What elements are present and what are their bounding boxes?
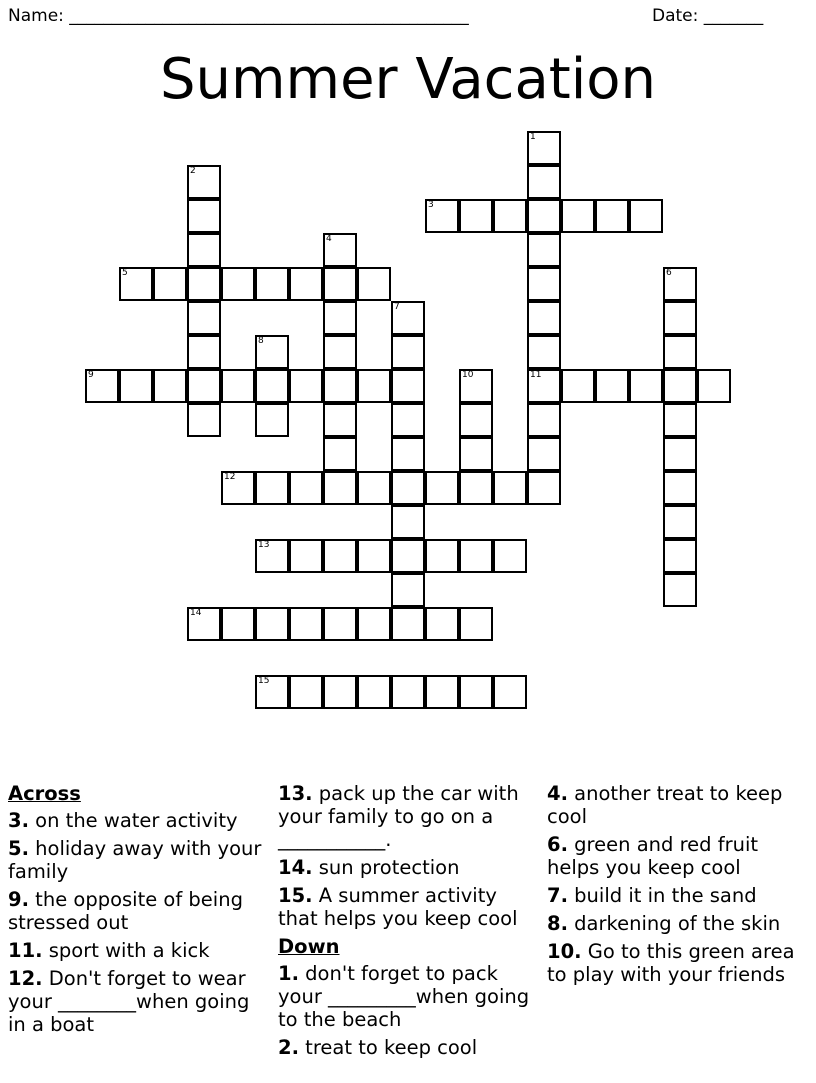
grid-cell[interactable] [425, 675, 459, 709]
grid-cell[interactable] [663, 471, 697, 505]
clue-number: 1. [278, 962, 299, 985]
grid-cell[interactable] [391, 437, 425, 471]
grid-cell[interactable] [391, 675, 425, 709]
clue-text: Go to this green area to play with your friends [547, 940, 795, 986]
grid-cell[interactable] [187, 199, 221, 233]
clue-across-3 [8, 809, 270, 832]
clue-number: 3. [8, 809, 29, 832]
clue-text: A summer activity that helps you keep cool [278, 884, 518, 930]
grid-cell[interactable] [561, 369, 595, 403]
clue-down-10 [547, 940, 809, 986]
cell-number: 10 [462, 370, 474, 380]
grid-cell[interactable] [663, 403, 697, 437]
clues-column-2 [278, 782, 540, 1064]
clue-across-14 [278, 856, 540, 879]
clue-text: another treat to keep cool [547, 782, 783, 828]
clue-across-11 [8, 939, 270, 962]
grid-cell[interactable] [459, 437, 493, 471]
grid-cell[interactable] [357, 607, 391, 641]
grid-cell[interactable] [357, 267, 391, 301]
clue-number: 14. [278, 856, 313, 879]
clue-across-15 [278, 884, 540, 930]
clue-down-7 [547, 884, 809, 907]
clue-across-12 [8, 967, 270, 1036]
grid-cell[interactable] [425, 607, 459, 641]
grid-cell[interactable] [425, 471, 459, 505]
clue-number: 6. [547, 833, 568, 856]
cell-number: 1 [530, 132, 536, 142]
grid-cell[interactable] [527, 233, 561, 267]
grid-cell[interactable] [527, 165, 561, 199]
grid-cell[interactable] [391, 471, 425, 505]
clue-text: on the water activity [28, 809, 238, 832]
clue-number: 9. [8, 888, 29, 911]
grid-cell[interactable] [459, 607, 493, 641]
grid-cell[interactable] [187, 335, 221, 369]
clue-across-9 [8, 888, 270, 934]
grid-cell[interactable] [561, 199, 595, 233]
clue-number: 5. [8, 837, 29, 860]
clues-column-3 [547, 782, 809, 991]
grid-cell[interactable] [153, 369, 187, 403]
grid-cell[interactable] [527, 437, 561, 471]
clue-across-5 [8, 837, 270, 883]
date-line[interactable]: Date: _______ [652, 6, 764, 26]
grid-cell[interactable] [289, 267, 323, 301]
grid-cell[interactable] [323, 403, 357, 437]
grid-cell[interactable] [289, 471, 323, 505]
puzzle-title: Summer Vacation [159, 47, 657, 112]
grid-cell[interactable] [459, 199, 493, 233]
grid-cell[interactable] [289, 607, 323, 641]
grid-cell[interactable] [323, 675, 357, 709]
grid-cell[interactable] [595, 199, 629, 233]
grid-cell[interactable] [323, 437, 357, 471]
grid-cell[interactable] [459, 539, 493, 573]
grid-cell[interactable] [187, 233, 221, 267]
grid-cell[interactable] [323, 301, 357, 335]
clue-text: sport with a kick [42, 939, 210, 962]
down-heading: Down [278, 935, 340, 958]
cell-number: 9 [88, 370, 94, 380]
clue-number: 8. [547, 912, 568, 935]
clue-number: 15. [278, 884, 313, 907]
grid-cell[interactable] [119, 369, 153, 403]
grid-cell[interactable] [527, 335, 561, 369]
clue-text: darkening of the skin [567, 912, 781, 935]
grid-cell[interactable] [323, 539, 357, 573]
grid-cell[interactable] [629, 369, 663, 403]
grid-cell[interactable] [391, 369, 425, 403]
grid-cell[interactable] [493, 471, 527, 505]
name-line[interactable]: Name: _______________________________________________ [8, 6, 469, 26]
grid-cell[interactable] [289, 539, 323, 573]
grid-cell[interactable] [289, 369, 323, 403]
grid-cell[interactable] [289, 675, 323, 709]
grid-cell[interactable] [459, 403, 493, 437]
grid-cell[interactable] [323, 607, 357, 641]
clue-down-6 [547, 833, 809, 879]
grid-cell[interactable] [493, 199, 527, 233]
clue-text: sun protection [312, 856, 460, 879]
grid-cell[interactable] [663, 573, 697, 607]
clue-down-2 [278, 1036, 540, 1059]
grid-cell[interactable] [663, 369, 697, 403]
grid-cell[interactable] [187, 403, 221, 437]
grid-cell[interactable] [357, 369, 391, 403]
grid-cell[interactable] [663, 335, 697, 369]
clue-number: 4. [547, 782, 568, 805]
clue-number: 10. [547, 940, 582, 963]
clue-down-4 [547, 782, 809, 828]
grid-cell[interactable] [255, 403, 289, 437]
across-heading: Across [8, 782, 81, 805]
grid-cell[interactable] [221, 607, 255, 641]
clue-text: the opposite of being stressed out [8, 888, 243, 934]
grid-cell[interactable] [391, 335, 425, 369]
cell-number: 3 [428, 200, 434, 210]
grid-cell[interactable] [187, 301, 221, 335]
grid-cell[interactable] [493, 539, 527, 573]
grid-cell[interactable] [255, 369, 289, 403]
clue-down-1 [278, 962, 540, 1031]
cell-number: 15 [258, 676, 270, 686]
cell-number: 13 [258, 540, 270, 550]
grid-cell[interactable] [391, 403, 425, 437]
clue-down-8 [547, 912, 809, 935]
grid-cell[interactable] [391, 573, 425, 607]
grid-cell[interactable] [323, 369, 357, 403]
cell-number: 7 [394, 302, 400, 312]
cell-number: 8 [258, 336, 264, 346]
cell-number: 14 [190, 608, 202, 618]
clue-text: pack up the car with your family to go on a ___________. [278, 782, 519, 851]
grid-cell[interactable] [391, 505, 425, 539]
cell-number: 11 [530, 370, 542, 380]
grid-cell[interactable] [527, 301, 561, 335]
grid-cell[interactable] [527, 199, 561, 233]
cell-number: 5 [122, 268, 128, 278]
grid-cell[interactable] [153, 267, 187, 301]
clue-text: build it in the sand [567, 884, 757, 907]
cell-number: 6 [666, 268, 672, 278]
clue-number: 13. [278, 782, 313, 805]
grid-cell[interactable] [595, 369, 629, 403]
clue-number: 11. [8, 939, 43, 962]
grid-cell[interactable] [221, 369, 255, 403]
grid-cell[interactable] [357, 471, 391, 505]
grid-cell[interactable] [493, 675, 527, 709]
grid-cell[interactable] [527, 471, 561, 505]
grid-cell[interactable] [629, 199, 663, 233]
grid-cell[interactable] [697, 369, 731, 403]
cell-number: 2 [190, 166, 196, 176]
clue-number: 12. [8, 967, 43, 990]
clue-text: holiday away with your family [8, 837, 262, 883]
grid-cell[interactable] [425, 539, 459, 573]
clue-text: Don't forget to wear your ________when going in a boat [8, 967, 250, 1036]
grid-cell[interactable] [255, 267, 289, 301]
clue-text: don't forget to pack your _________when going to the beach [278, 962, 530, 1031]
grid-cell[interactable] [527, 267, 561, 301]
clue-text: treat to keep cool [298, 1036, 478, 1059]
grid-cell[interactable] [459, 675, 493, 709]
grid-cell[interactable] [187, 267, 221, 301]
grid-cell[interactable] [357, 539, 391, 573]
grid-cell[interactable] [663, 437, 697, 471]
cell-number: 4 [326, 234, 332, 244]
grid-cell[interactable] [527, 403, 561, 437]
grid-cell[interactable] [221, 267, 255, 301]
grid-cell[interactable] [323, 471, 357, 505]
grid-cell[interactable] [357, 675, 391, 709]
grid-cell[interactable] [663, 505, 697, 539]
grid-cell[interactable] [255, 607, 289, 641]
grid-cell[interactable] [459, 471, 493, 505]
grid-cell[interactable] [391, 539, 425, 573]
grid-cell[interactable] [663, 301, 697, 335]
clue-across-13 [278, 782, 540, 851]
clue-number: 2. [278, 1036, 299, 1059]
grid-cell[interactable] [187, 369, 221, 403]
clue-text: green and red fruit helps you keep cool [547, 833, 759, 879]
grid-cell[interactable] [391, 607, 425, 641]
grid-cell[interactable] [323, 267, 357, 301]
grid-cell[interactable] [255, 471, 289, 505]
grid-cell[interactable] [663, 539, 697, 573]
grid-cell[interactable] [323, 335, 357, 369]
clues-column-1 [8, 782, 270, 1041]
cell-number: 12 [224, 472, 236, 482]
clue-number: 7. [547, 884, 568, 907]
